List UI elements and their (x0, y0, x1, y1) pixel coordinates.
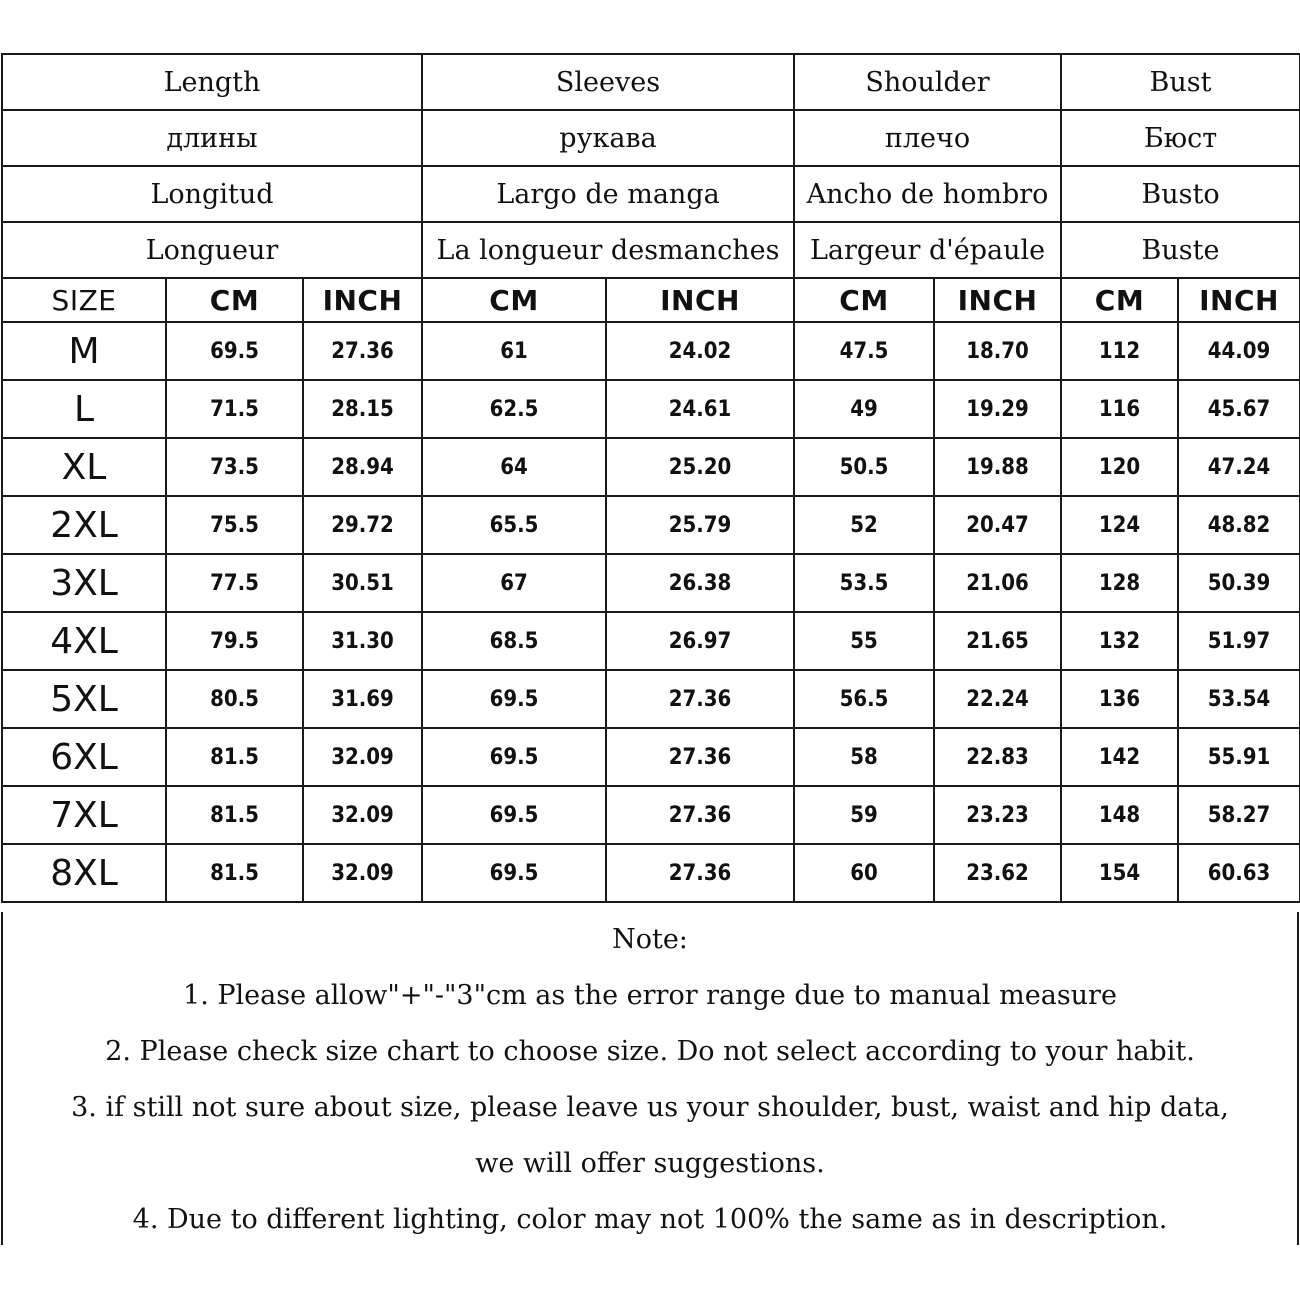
table-cell: 128 (1061, 554, 1178, 612)
table-cell: 55 (794, 612, 934, 670)
table-cell: 27.36 (606, 844, 794, 902)
length-header: Longueur (2, 222, 422, 278)
table-row (2, 728, 1300, 786)
note-line: 3. if still not sure about size, please leave us your shoulder, bust, waist and hip data, (71, 1092, 1229, 1123)
header-row-spanish (2, 166, 1300, 222)
table-cell: 49 (794, 380, 934, 438)
table-cell: 81.5 (166, 786, 303, 844)
unit-header: INCH (606, 278, 794, 322)
table-cell: 148 (1061, 786, 1178, 844)
table-cell: 21.06 (934, 554, 1061, 612)
table-cell: 32.09 (303, 844, 422, 902)
table-cell: 50.39 (1178, 554, 1300, 612)
length-header: длины (2, 110, 422, 166)
table-row (2, 322, 1300, 380)
table-cell: 32.09 (303, 786, 422, 844)
bust-header: Бюст (1061, 110, 1300, 166)
table-cell: 21.65 (934, 612, 1061, 670)
size-label: 5XL (2, 670, 166, 728)
table-row (2, 786, 1300, 844)
table-cell: 80.5 (166, 670, 303, 728)
table-cell: 23.23 (934, 786, 1061, 844)
table-cell: 20.47 (934, 496, 1061, 554)
table-cell: 50.5 (794, 438, 934, 496)
table-row (2, 554, 1300, 612)
size-label: 3XL (2, 554, 166, 612)
table-cell: 45.67 (1178, 380, 1300, 438)
size-column-header: SIZE (2, 278, 166, 322)
shoulder-header: плечо (794, 110, 1061, 166)
table-row (2, 670, 1300, 728)
table-cell: 47.24 (1178, 438, 1300, 496)
table-row (2, 438, 1300, 496)
length-header: Longitud (2, 166, 422, 222)
table-cell: 69.5 (166, 322, 303, 380)
table-cell: 136 (1061, 670, 1178, 728)
table-cell: 25.20 (606, 438, 794, 496)
table-cell: 67 (422, 554, 606, 612)
table-cell: 69.5 (422, 786, 606, 844)
table-cell: 120 (1061, 438, 1178, 496)
table-cell: 75.5 (166, 496, 303, 554)
table-cell: 31.69 (303, 670, 422, 728)
header-row-russian (2, 110, 1300, 166)
table-cell: 26.38 (606, 554, 794, 612)
table-cell: 53.5 (794, 554, 934, 612)
shoulder-header: Shoulder (794, 54, 1061, 110)
table-cell: 61 (422, 322, 606, 380)
table-cell: 30.51 (303, 554, 422, 612)
table-cell: 24.61 (606, 380, 794, 438)
unit-header: INCH (1178, 278, 1300, 322)
table-cell: 132 (1061, 612, 1178, 670)
table-cell: 47.5 (794, 322, 934, 380)
table-row (2, 496, 1300, 554)
table-cell: 69.5 (422, 844, 606, 902)
unit-header: CM (1061, 278, 1178, 322)
table-cell: 116 (1061, 380, 1178, 438)
note-line: 1. Please allow"+"-"3"cm as the error range due to manual measure (183, 980, 1117, 1011)
table-cell: 25.79 (606, 496, 794, 554)
table-cell: 24.02 (606, 322, 794, 380)
size-label: 8XL (2, 844, 166, 902)
sleeves-header: La longueur desmanches (422, 222, 794, 278)
size-label: 6XL (2, 728, 166, 786)
bust-header: Busto (1061, 166, 1300, 222)
table-cell: 19.88 (934, 438, 1061, 496)
table-cell: 73.5 (166, 438, 303, 496)
unit-header: CM (166, 278, 303, 322)
table-cell: 22.24 (934, 670, 1061, 728)
unit-header: INCH (303, 278, 422, 322)
size-chart-table (1, 53, 1300, 903)
table-cell: 27.36 (303, 322, 422, 380)
table-row (2, 380, 1300, 438)
note-line: 2. Please check size chart to choose size. Do not select according to your habit. (105, 1036, 1195, 1067)
table-cell: 64 (422, 438, 606, 496)
table-cell: 26.97 (606, 612, 794, 670)
table-cell: 27.36 (606, 786, 794, 844)
table-cell: 112 (1061, 322, 1178, 380)
table-cell: 65.5 (422, 496, 606, 554)
unit-header: CM (794, 278, 934, 322)
sleeves-header: Largo de manga (422, 166, 794, 222)
header-row-english (2, 54, 1300, 110)
table-cell: 55.91 (1178, 728, 1300, 786)
table-cell: 69.5 (422, 728, 606, 786)
table-cell: 77.5 (166, 554, 303, 612)
table-cell: 29.72 (303, 496, 422, 554)
table-cell: 60 (794, 844, 934, 902)
table-cell: 69.5 (422, 670, 606, 728)
bust-header: Bust (1061, 54, 1300, 110)
table-row (2, 612, 1300, 670)
table-cell: 124 (1061, 496, 1178, 554)
table-cell: 71.5 (166, 380, 303, 438)
table-cell: 62.5 (422, 380, 606, 438)
table-cell: 31.30 (303, 612, 422, 670)
table-row (2, 844, 1300, 902)
size-label: M (2, 322, 166, 380)
size-label: XL (2, 438, 166, 496)
header-row-french (2, 222, 1300, 278)
table-cell: 81.5 (166, 728, 303, 786)
table-cell: 18.70 (934, 322, 1061, 380)
size-label: L (2, 380, 166, 438)
table-cell: 48.82 (1178, 496, 1300, 554)
notes-title: Note: (612, 924, 688, 955)
table-cell: 59 (794, 786, 934, 844)
table-cell: 27.36 (606, 728, 794, 786)
table-cell: 142 (1061, 728, 1178, 786)
table-cell: 23.62 (934, 844, 1061, 902)
size-label: 2XL (2, 496, 166, 554)
sleeves-header: рукава (422, 110, 794, 166)
table-cell: 58 (794, 728, 934, 786)
size-label: 4XL (2, 612, 166, 670)
table-cell: 51.97 (1178, 612, 1300, 670)
table-cell: 60.63 (1178, 844, 1300, 902)
unit-header: INCH (934, 278, 1061, 322)
table-cell: 79.5 (166, 612, 303, 670)
table-cell: 68.5 (422, 612, 606, 670)
table-cell: 81.5 (166, 844, 303, 902)
shoulder-header: Largeur d'épaule (794, 222, 1061, 278)
notes-section (1, 912, 1299, 1245)
table-cell: 52 (794, 496, 934, 554)
unit-header: CM (422, 278, 606, 322)
note-line: we will offer suggestions. (475, 1148, 825, 1179)
table-cell: 44.09 (1178, 322, 1300, 380)
bust-header: Buste (1061, 222, 1300, 278)
table-cell: 27.36 (606, 670, 794, 728)
length-header: Length (2, 54, 422, 110)
shoulder-header: Ancho de hombro (794, 166, 1061, 222)
table-cell: 154 (1061, 844, 1178, 902)
table-cell: 58.27 (1178, 786, 1300, 844)
table-cell: 32.09 (303, 728, 422, 786)
sleeves-header: Sleeves (422, 54, 794, 110)
unit-header-row (2, 278, 1300, 322)
table-cell: 19.29 (934, 380, 1061, 438)
size-label: 7XL (2, 786, 166, 844)
note-line: 4. Due to different lighting, color may not 100% the same as in description. (132, 1204, 1168, 1235)
table-cell: 22.83 (934, 728, 1061, 786)
table-cell: 28.94 (303, 438, 422, 496)
table-cell: 28.15 (303, 380, 422, 438)
table-cell: 53.54 (1178, 670, 1300, 728)
table-cell: 56.5 (794, 670, 934, 728)
